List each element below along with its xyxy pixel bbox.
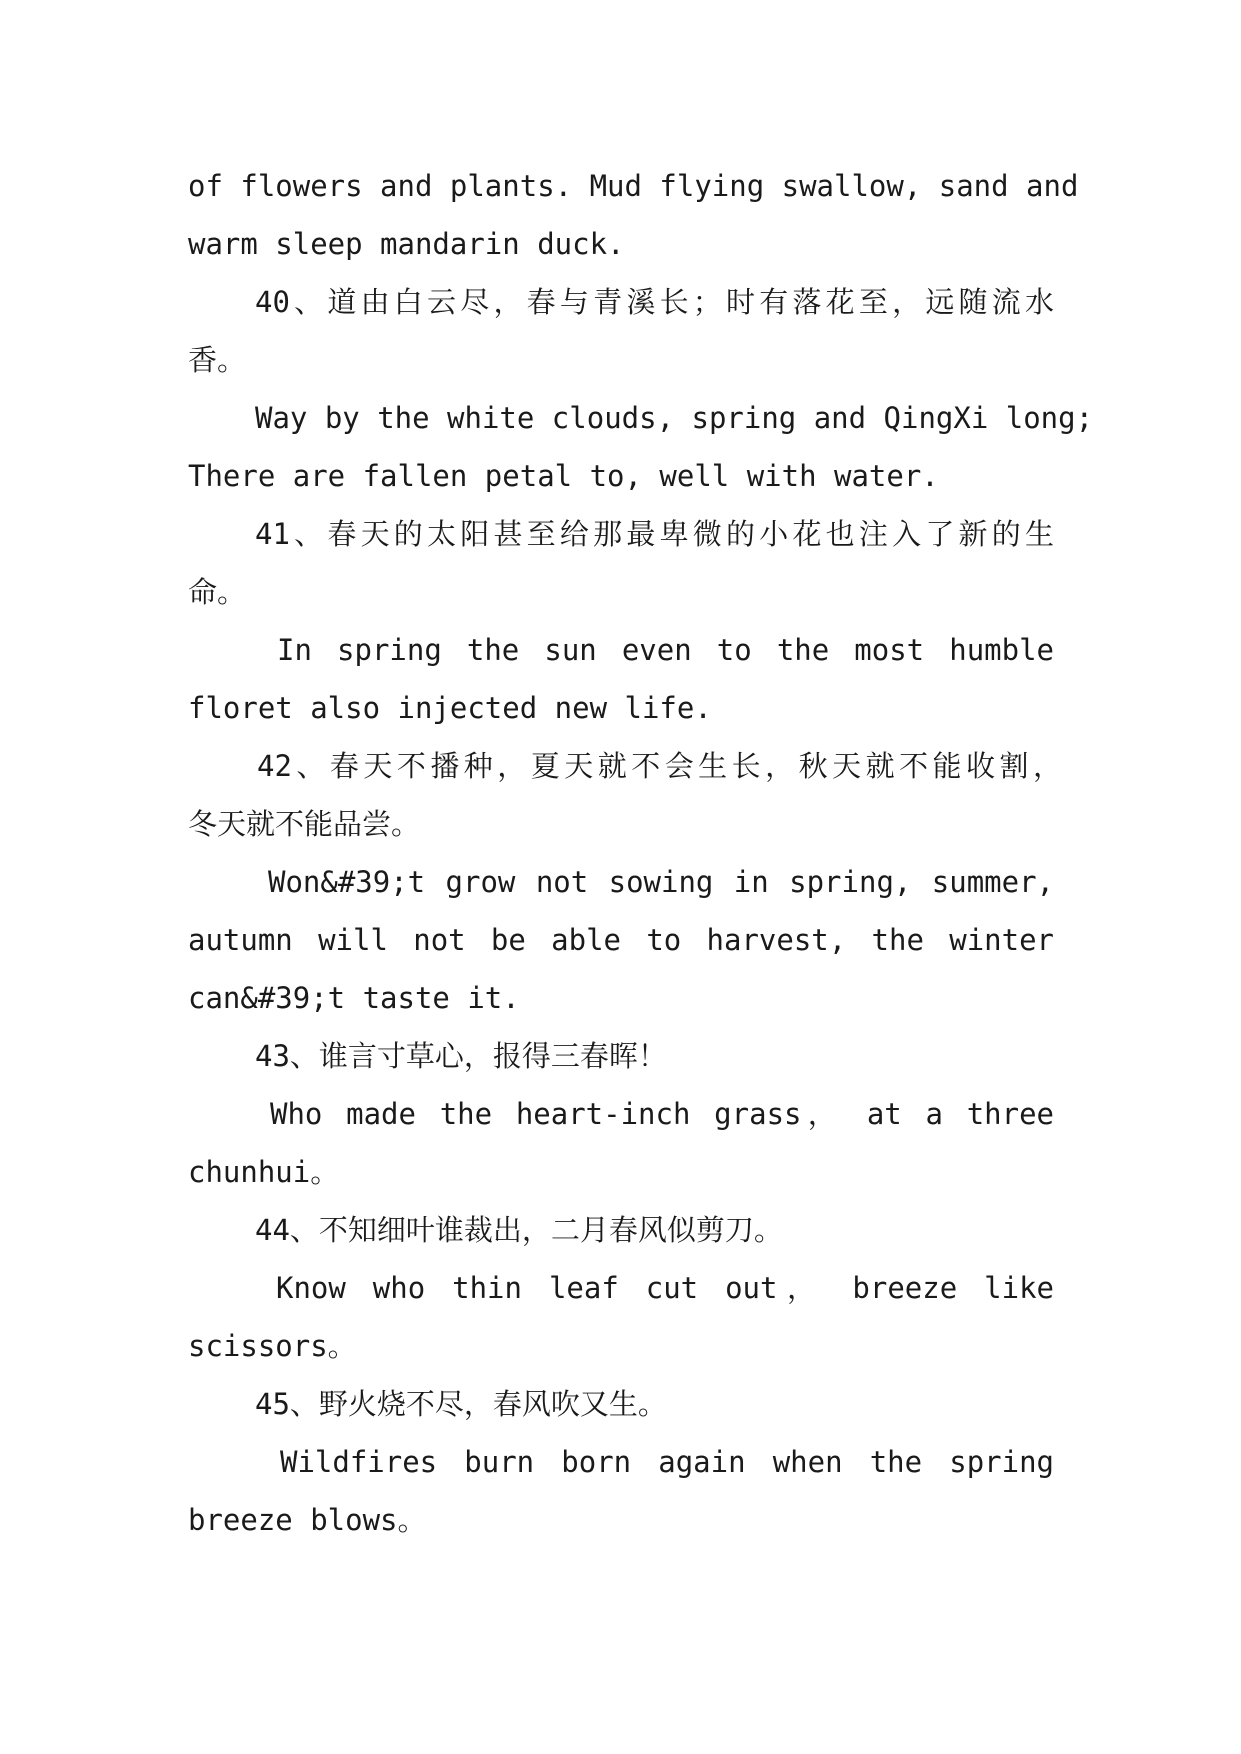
text-line: Way by the white clouds, spring and QingXi long; [255, 401, 1094, 435]
text-line: Who made the heart-inch grass， at a three [270, 1097, 1054, 1131]
text-line: floret also injected new life. [188, 691, 712, 725]
text-line: There are fallen petal to, well with water. [188, 459, 939, 493]
text-line: In spring the sun even to the most humble [277, 633, 1054, 667]
text-line: Wildfires burn born again when the spring [280, 1445, 1054, 1479]
text-line: 45、野火烧不尽，春风吹又生。 [255, 1387, 667, 1421]
text-line: 43、谁言寸草心，报得三春晖！ [255, 1039, 667, 1073]
text-line: can&#39;t taste it. [188, 981, 520, 1015]
text-line: 41、春天的太阳甚至给那最卑微的小花也注入了新的生 [255, 517, 1054, 551]
text-line: 44、不知细叶谁裁出，二月春风似剪刀。 [255, 1213, 783, 1247]
text-line: scissors。 [188, 1329, 357, 1363]
text-line: 40、道由白云尽，春与青溪长；时有落花至，远随流水 [255, 285, 1054, 319]
text-line: warm sleep mandarin duck. [188, 227, 625, 261]
text-line: breeze blows。 [188, 1503, 427, 1537]
text-line: autumn will not be able to harvest, the winter [188, 923, 1054, 957]
text-line: Know who thin leaf cut out， breeze like [276, 1271, 1054, 1305]
text-line: of flowers and plants. Mud flying swallow, sand and [188, 169, 1079, 203]
text-line: 命。 [188, 575, 247, 609]
text-line: 42、春天不播种，夏天就不会生长，秋天就不能收割， [257, 749, 1062, 783]
text-line: Won&#39;t grow not sowing in spring, summer, [268, 865, 1054, 899]
text-line: chunhui。 [188, 1155, 340, 1189]
text-line: 冬天就不能品尝。 [188, 807, 421, 841]
text-line: 香。 [188, 343, 247, 377]
